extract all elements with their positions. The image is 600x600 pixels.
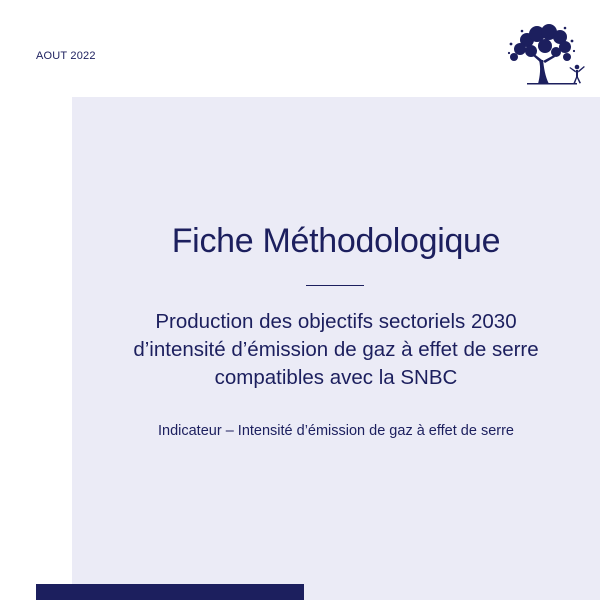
document-subtitle (72, 308, 600, 392)
subtitle-line: Production des objectifs sectoriels 2030 (155, 310, 517, 333)
indicator-label: Indicateur – Intensité d’émission de gaz à effet de serre (157, 423, 514, 439)
subtitle-line: d’intensité d’émission de gaz à effet de serre (133, 338, 539, 361)
document-title: Fiche Méthodologique (171, 222, 501, 260)
title-divider (306, 285, 364, 286)
subtitle-line: compatibles avec la SNBC (214, 366, 458, 389)
tree-logo-icon (505, 22, 587, 86)
footer-accent-bar (36, 584, 304, 600)
document-date: AOUT 2022 (36, 50, 96, 62)
